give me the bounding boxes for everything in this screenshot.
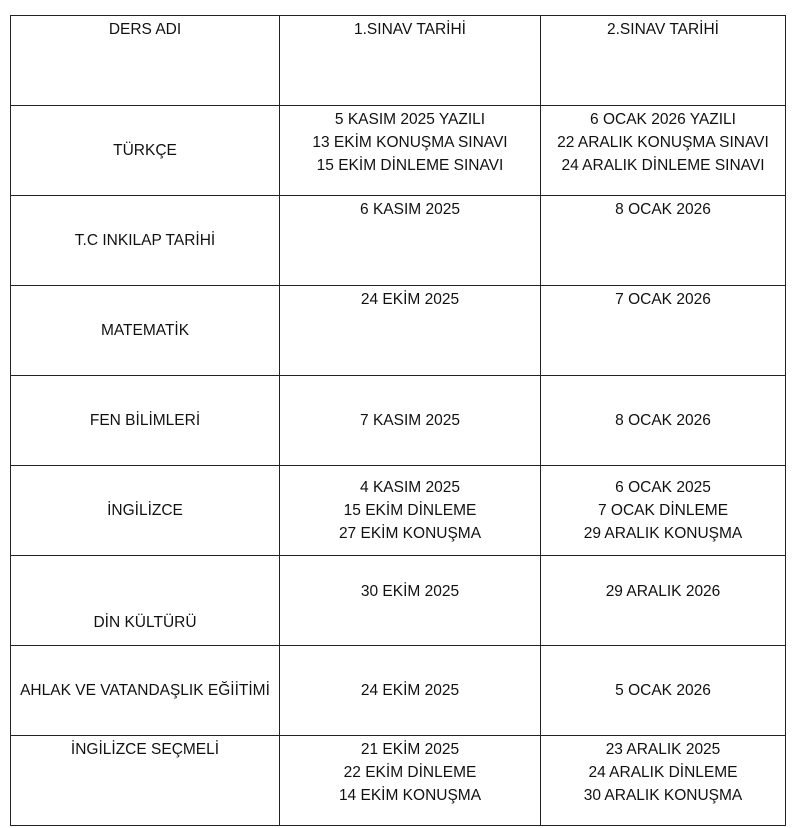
header-exam1-cell [280, 16, 541, 106]
header-row [11, 16, 786, 106]
course-cell [11, 196, 280, 286]
table-row [11, 286, 786, 376]
course-cell [11, 376, 280, 466]
exam1-date-line: 27 EKİM KONUŞMA [338, 525, 482, 542]
exam1-date-line: 13 EKİM KONUŞMA SINAVI [312, 134, 508, 151]
exam1-date-line: 15 EKİM DİNLEME [343, 502, 477, 519]
exam1-date-line: 6 KASIM 2025 [360, 201, 460, 218]
header-course-name: DERS ADI [108, 21, 182, 38]
course-name: İNGİLİZCE [107, 502, 183, 519]
course-name: AHLAK VE VATANDAŞLIK EĞİİTİMİ [20, 682, 270, 699]
exam2-cell [541, 466, 786, 556]
exam2-date-line: 7 OCAK DİNLEME [597, 502, 729, 519]
exam2-cell [541, 106, 786, 196]
course-cell [11, 556, 280, 646]
course-cell [11, 736, 280, 826]
course-name: TÜRKÇE [113, 142, 177, 159]
course-name: İNGİLİZCE SEÇMELİ [70, 741, 220, 758]
exam2-date-line: 6 OCAK 2025 [615, 479, 711, 496]
exam2-date-line: 24 ARALIK DİNLEME [588, 764, 738, 781]
exam2-date-line: 6 OCAK 2026 YAZILI [590, 111, 736, 128]
course-cell [11, 466, 280, 556]
exam1-cell [280, 196, 541, 286]
table-row [11, 736, 786, 826]
table-row [11, 106, 786, 196]
exam2-cell [541, 736, 786, 826]
exam1-date-line: 14 EKİM KONUŞMA [338, 787, 482, 804]
exam2-cell [541, 556, 786, 646]
exam1-date-line: 7 KASIM 2025 [360, 412, 460, 429]
course-name: FEN BİLİMLERİ [89, 412, 201, 429]
table-row [11, 376, 786, 466]
exam1-cell [280, 376, 541, 466]
exam2-date-line: 23 ARALIK 2025 [605, 741, 721, 758]
header-first-exam-date: 1.SINAV TARİHİ [354, 21, 466, 38]
exam1-date-line: 22 EKİM DİNLEME [343, 764, 477, 781]
exam1-date-line: 24 EKİM 2025 [360, 291, 460, 308]
exam1-date-line: 5 KASIM 2025 YAZILI [334, 111, 486, 128]
course-name: T.C INKILAP TARİHİ [74, 232, 216, 249]
table-row [11, 466, 786, 556]
exam2-date-line: 30 ARALIK KONUŞMA [583, 787, 743, 804]
table-row [11, 556, 786, 646]
table-row [11, 196, 786, 286]
exam1-cell [280, 736, 541, 826]
header-exam2-cell [541, 16, 786, 106]
exam2-date-line: 7 OCAK 2026 [615, 291, 711, 308]
exam2-cell [541, 646, 786, 736]
header-second-exam-date: 2.SINAV TARİHİ [607, 21, 719, 38]
exam1-cell [280, 466, 541, 556]
table-row [11, 646, 786, 736]
course-cell [11, 106, 280, 196]
course-cell [11, 646, 280, 736]
course-cell [11, 286, 280, 376]
exam1-date-line: 15 EKİM DİNLEME SINAVI [316, 157, 504, 174]
exam2-date-line: 22 ARALIK KONUŞMA SINAVI [557, 134, 769, 151]
exam1-date-line: 4 KASIM 2025 [360, 479, 460, 496]
exam2-date-line: 8 OCAK 2026 [615, 412, 711, 429]
exam1-date-line: 21 EKİM 2025 [360, 741, 460, 758]
exam2-date-line: 5 OCAK 2026 [615, 682, 711, 699]
exam1-cell [280, 556, 541, 646]
exam1-date-line: 30 EKİM 2025 [360, 583, 460, 600]
exam2-date-line: 29 ARALIK KONUŞMA [583, 525, 743, 542]
course-name: DİN KÜLTÜRÜ [93, 614, 197, 631]
exam1-cell [280, 646, 541, 736]
header-course-cell [11, 16, 280, 106]
exam1-cell [280, 106, 541, 196]
exam2-cell [541, 376, 786, 466]
exam-schedule-table [10, 15, 786, 826]
exam2-date-line: 8 OCAK 2026 [615, 201, 711, 218]
exam-schedule-document [10, 15, 785, 806]
exam2-cell [541, 196, 786, 286]
exam2-cell [541, 286, 786, 376]
exam1-date-line: 24 EKİM 2025 [360, 682, 460, 699]
course-name: MATEMATİK [100, 322, 190, 339]
exam1-cell [280, 286, 541, 376]
exam2-date-line: 24 ARALIK DİNLEME SINAVI [561, 157, 765, 174]
exam2-date-line: 29 ARALIK 2026 [605, 583, 721, 600]
